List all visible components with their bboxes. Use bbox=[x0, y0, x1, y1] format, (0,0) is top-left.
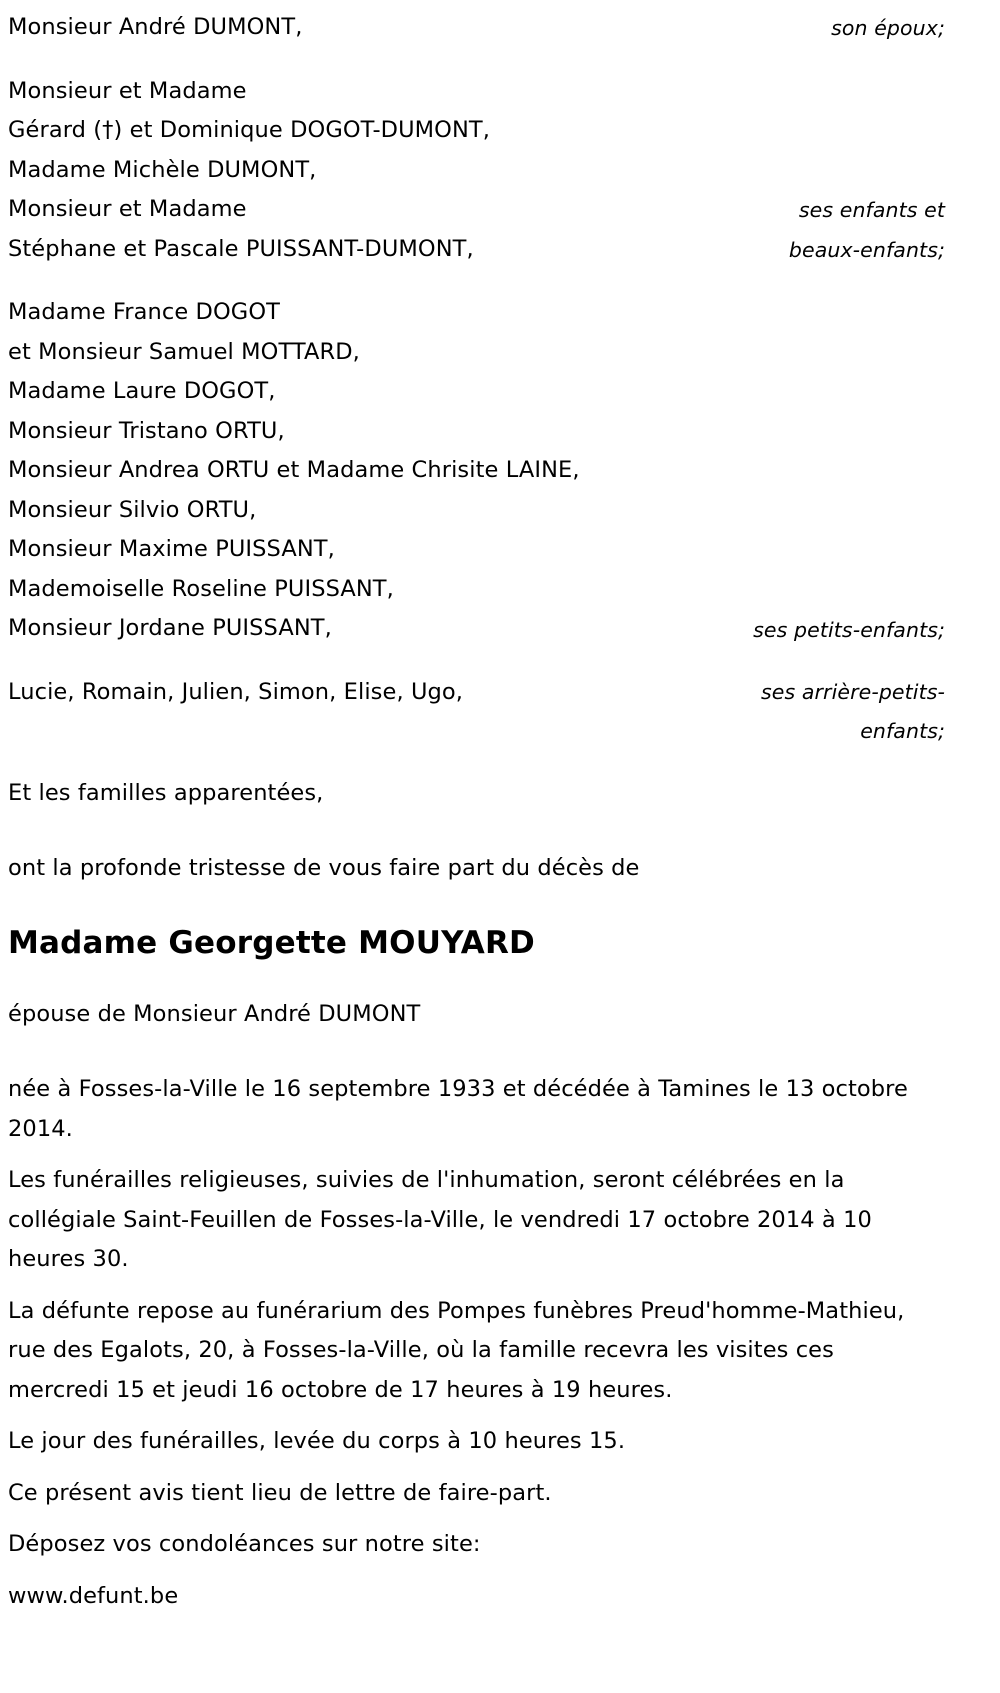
relation-label-great-grandchildren bbox=[761, 673, 945, 752]
survivor-group-grandchildren bbox=[8, 293, 945, 649]
survivor-name: Monsieur Silvio ORTU, bbox=[8, 496, 257, 523]
survivor-name: Madame France DOGOT bbox=[8, 299, 280, 325]
survivor-name: Stéphane et Pascale PUISSANT-DUMONT, bbox=[8, 235, 474, 262]
survivor-name: Monsieur Andrea ORTU et Madame Chrisite LAINE, bbox=[8, 457, 580, 483]
related-families-line: Et les familles apparentées, bbox=[8, 779, 324, 806]
birth-death-line: née à Fosses-la-Ville le 16 septembre 1933 et décédée à Tamines le 13 octobre 2014. bbox=[8, 1076, 908, 1142]
survivor-name: Madame Michèle DUMONT, bbox=[8, 156, 317, 183]
deceased-name: Madame Georgette MOUYARD bbox=[8, 924, 535, 961]
survivor-row bbox=[8, 8, 945, 48]
relation-line: ses enfants et bbox=[798, 198, 945, 222]
condolences-invite-line: Déposez vos condoléances sur notre site: bbox=[8, 1531, 481, 1557]
website-link[interactable]: www.defunt.be bbox=[8, 1582, 179, 1609]
survivor-group-spouse bbox=[8, 8, 945, 48]
survivor-name: Monsieur et Madame bbox=[8, 77, 247, 104]
survivor-row bbox=[8, 72, 945, 270]
survivor-name: Monsieur Maxime PUISSANT, bbox=[8, 536, 335, 562]
relation-line: ses petits-enfants; bbox=[753, 618, 945, 642]
relation-label-grandchildren bbox=[753, 611, 945, 651]
relation-line: son époux; bbox=[831, 16, 945, 40]
relation-line: beaux-enfants; bbox=[788, 237, 945, 262]
announcement-line: ont la profonde tristesse de vous faire part du décès de bbox=[8, 855, 640, 881]
funeral-details: Les funérailles religieuses, suivies de l'inhumation, seront célébrées en la collégiale Saint-Feuillen de Fosses-la-Ville, le vendredi 17 octobre 2014 à 10 heures 30. bbox=[8, 1167, 872, 1272]
survivor-name: Monsieur et Madame bbox=[8, 196, 247, 222]
survivor-names bbox=[8, 673, 463, 713]
survivor-name: et Monsieur Samuel MOTTARD, bbox=[8, 338, 360, 365]
survivor-names bbox=[8, 293, 580, 649]
survivor-name: Lucie, Romain, Julien, Simon, Elise, Ugo, bbox=[8, 678, 464, 705]
survivor-row bbox=[8, 293, 945, 649]
survivor-group-great-grandchildren bbox=[8, 673, 945, 750]
relation-line: enfants; bbox=[860, 719, 945, 743]
funeral-home-details: La défunte repose au funérarium des Pompes funèbres Preud'homme-Mathieu, rue des Egalots, 20, à Fosses-la-Ville, où la famille recevra les visites ces mercredi 15 et jeudi 16 octobre de 17 heures à 19 heures. bbox=[8, 1297, 905, 1403]
spouse-of-line: épouse de Monsieur André DUMONT bbox=[8, 1000, 421, 1027]
relation-label-children bbox=[789, 191, 945, 270]
survivor-names bbox=[8, 8, 302, 48]
survivor-group-children bbox=[8, 72, 945, 270]
survivor-name: Monsieur Tristano ORTU, bbox=[8, 417, 285, 444]
survivor-name: Madame Laure DOGOT, bbox=[8, 378, 276, 404]
survivor-name: Mademoiselle Roseline PUISSANT, bbox=[8, 575, 394, 602]
notice-note-line: Ce présent avis tient lieu de lettre de faire-part. bbox=[8, 1479, 552, 1506]
survivor-name: Monsieur André DUMONT, bbox=[8, 14, 303, 40]
relation-label-spouse bbox=[831, 9, 945, 49]
survivor-row bbox=[8, 673, 945, 750]
survivor-names bbox=[8, 72, 490, 270]
relation-line: ses arrière-petits- bbox=[760, 679, 945, 704]
body-removal-line: Le jour des funérailles, levée du corps à 10 heures 15. bbox=[8, 1428, 626, 1454]
survivor-name: Gérard (†) et Dominique DOGOT-DUMONT, bbox=[8, 117, 491, 143]
survivor-name: Monsieur Jordane PUISSANT, bbox=[8, 615, 332, 641]
